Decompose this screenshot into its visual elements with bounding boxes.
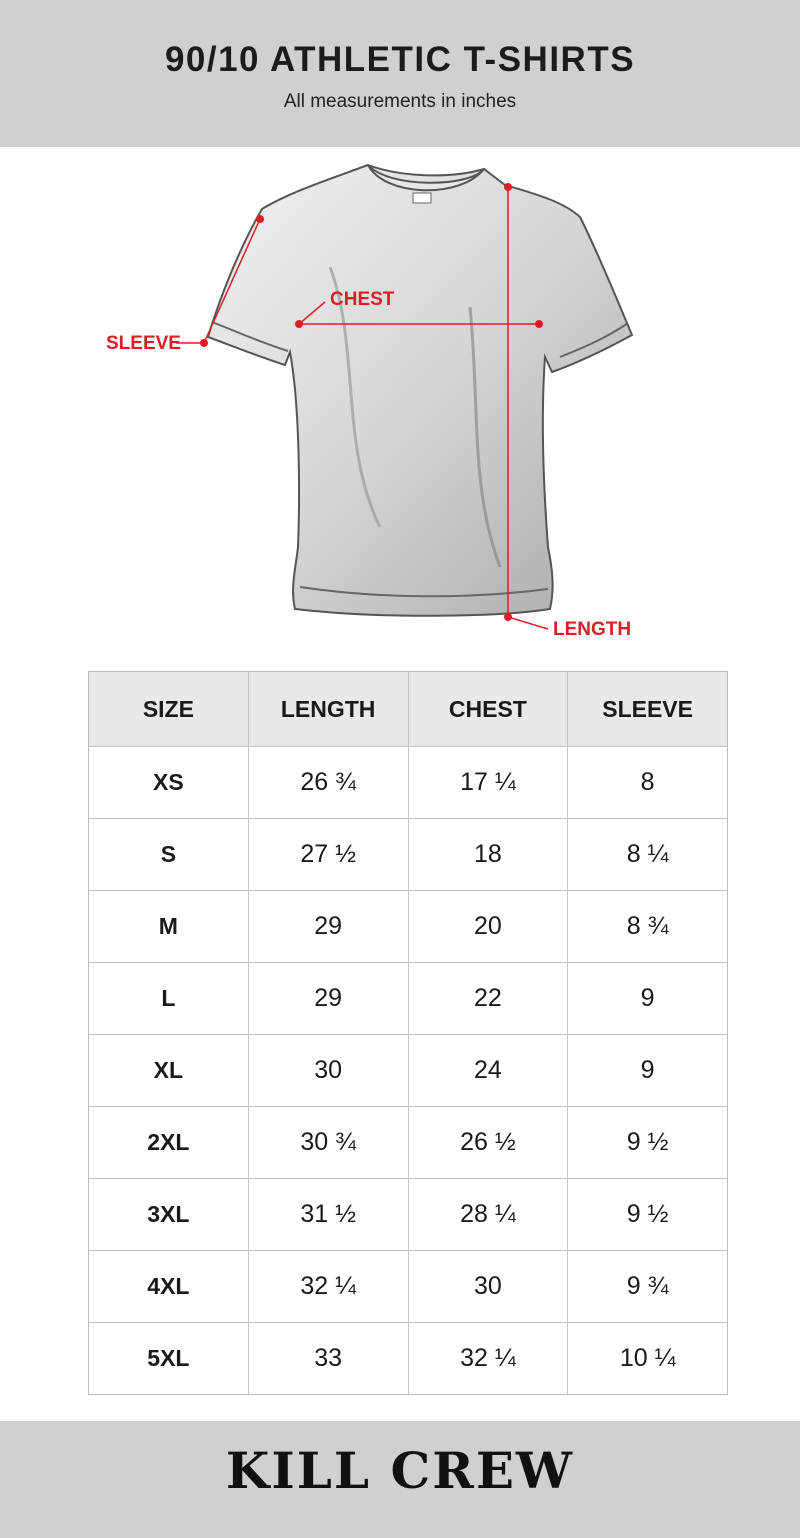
size-cell: 5XL: [147, 1345, 190, 1371]
sleeve-cell: 8 ¼: [567, 819, 727, 890]
sleeve-cell: 8 ¾: [567, 891, 727, 962]
chest-cell: 18: [408, 819, 568, 890]
table-row: [89, 1106, 727, 1178]
chest-cell: 32 ¼: [408, 1323, 568, 1394]
size-cell: 4XL: [147, 1273, 190, 1299]
sleeve-cell: 9: [567, 1035, 727, 1106]
chest-cell: 22: [408, 963, 568, 1034]
size-cell: XS: [153, 769, 184, 795]
chest-cell: 20: [408, 891, 568, 962]
sleeve-cell: 9 ½: [567, 1179, 727, 1250]
sleeve-cell: 9 ½: [567, 1107, 727, 1178]
page-subtitle: All measurements in inches: [283, 91, 517, 112]
brand-logo: KILL CREW: [225, 1441, 575, 1500]
size-cell: 2XL: [147, 1129, 190, 1155]
length-cell: 32 ¼: [248, 1251, 408, 1322]
table-row: [89, 1250, 727, 1322]
chest-cell: 17 ¼: [408, 747, 568, 818]
table-row: [89, 962, 727, 1034]
tshirt-illustration: [0, 147, 800, 667]
table-row: [89, 890, 727, 962]
table-row: [89, 1322, 727, 1394]
sleeve-cell: 8: [567, 747, 727, 818]
sleeve-cell: 9: [567, 963, 727, 1034]
sleeve-cell: 10 ¼: [567, 1323, 727, 1394]
page-title: 90/10 ATHLETIC T-SHIRTS: [164, 40, 636, 79]
tshirt-shape: [208, 165, 632, 616]
length-cell: 26 ¾: [248, 747, 408, 818]
length-callout: LENGTH: [553, 619, 632, 640]
tshirt-tag: [413, 193, 431, 203]
chest-cell: 28 ¼: [408, 1179, 568, 1250]
header-banner: [0, 0, 800, 147]
length-cell: 29: [248, 963, 408, 1034]
length-cell: 29: [248, 891, 408, 962]
sleeve-cell: 9 ¾: [567, 1251, 727, 1322]
length-cell: 30: [248, 1035, 408, 1106]
header-chest: CHEST: [408, 672, 568, 746]
table-row: [89, 746, 727, 818]
table-row: [89, 1178, 727, 1250]
tshirt-diagram: [0, 147, 800, 667]
table-row: [89, 818, 727, 890]
size-cell: S: [160, 841, 177, 867]
size-cell: XL: [153, 1057, 184, 1083]
size-cell: 3XL: [147, 1201, 190, 1227]
sleeve-callout: SLEEVE: [106, 333, 181, 354]
table-header-row: [89, 672, 727, 746]
length-cell: 30 ¾: [248, 1107, 408, 1178]
table-row: [89, 1034, 727, 1106]
chest-callout: CHEST: [330, 289, 395, 310]
length-cell: 33: [248, 1323, 408, 1394]
chest-cell: 26 ½: [408, 1107, 568, 1178]
header-size: SIZE: [142, 695, 194, 722]
header-length: LENGTH: [248, 672, 408, 746]
chest-cell: 24: [408, 1035, 568, 1106]
header-sleeve: SLEEVE: [567, 672, 727, 746]
chest-cell: 30: [408, 1251, 568, 1322]
length-cell: 31 ½: [248, 1179, 408, 1250]
size-chart-table: [88, 671, 728, 1395]
size-cell: L: [161, 985, 176, 1011]
size-cell: M: [158, 913, 178, 939]
length-cell: 27 ½: [248, 819, 408, 890]
footer-banner: [0, 1421, 800, 1538]
